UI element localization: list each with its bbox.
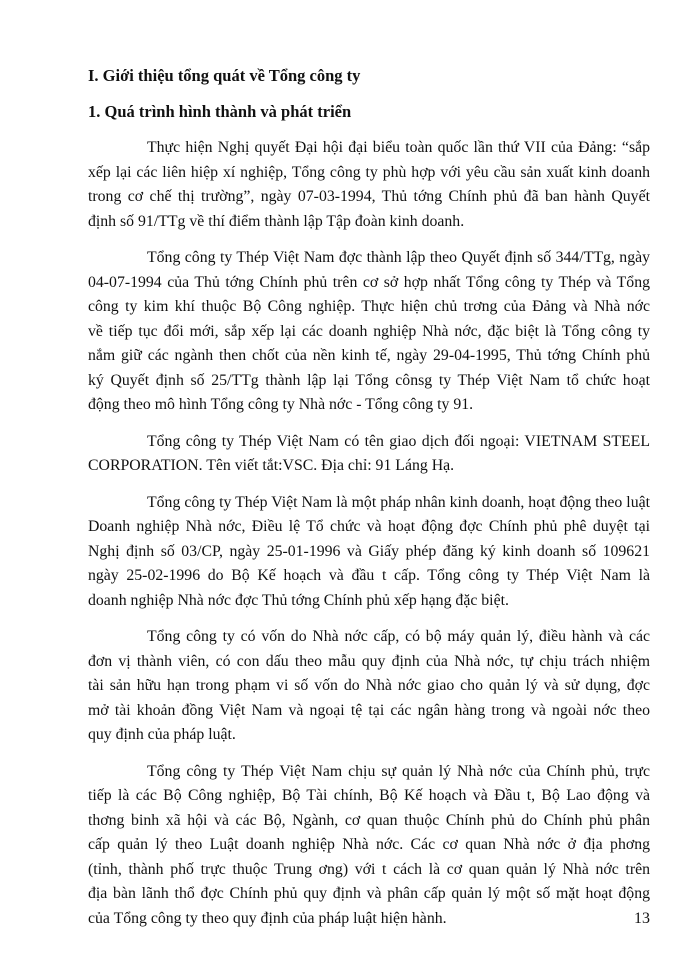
subsection-title: 1. Quá trình hình thành và phát triển [88,102,352,121]
paragraph-line: đơn vị thành viên, có con dấu theo mẫu quy định của Nhà nớc, tự chịu trách nhiệm [88,652,650,670]
page-number: 13 [634,910,650,927]
section-title: I. Giới thiệu tổng quát về Tổng công ty [88,66,361,85]
paragraph-line: Nghị định số 03/CP, ngày 25-01-1996 và Giấy phép đăng ký kinh doanh số 109621 [88,542,650,560]
paragraph-line: thơng binh xã hội và các Bộ, Ngành, cơ quan thuộc Chính phủ do Chính phủ phân [88,811,650,829]
body-paragraph [88,760,650,932]
paragraph-line: Tổng công ty Thép Việt Nam có tên giao dịch đối ngoại: VIETNAM STEEL [147,432,650,450]
body-paragraph [88,625,650,748]
paragraph-line: (tỉnh, thành phố trực thuộc Trung ơng) với t cách là cơ quan quản lý Nhà nớc trên [88,860,650,878]
paragraph-line: định số 91/TTg về thí điểm thành lập Tập đoàn kinh doanh. [88,212,465,230]
paragraph-line: quy định của pháp luật. [88,726,236,743]
paragraph-line: tiếp là các Bộ Công nghiệp, Bộ Tài chính, Bộ Kế hoạch và Đầu t, Bộ Lao động và [88,787,650,804]
paragraph-line: ký Quyết định số 25/TTg thành lập lại Tổng cônsg ty Thép Việt Nam tổ chức hoạt [88,371,650,389]
paragraph-line: doanh nghiệp Nhà nớc đợc Thủ tớng Chính phủ xếp hạng đặc biệt. [88,591,509,609]
paragraph-line: địa bàn lãnh thổ đợc Chính phủ quy định và phân cấp quản lý một số mặt hoạt động [88,885,650,902]
paragraph-line: cấp quản lý theo Luật doanh nghiệp Nhà nớc. Các cơ quan Nhà nớc ở địa phơng [88,836,650,853]
paragraph-line: mở tài khoản đồng Việt Nam và ngoại tệ tại các ngân hàng trong và ngoài nớc theo [88,701,650,719]
paragraph-line: 04-07-1994 của Thủ tớng Chính phủ trên cơ sở hợp nhất Tổng công ty Thép và Tổng [88,273,650,291]
paragraph-line: về tiếp tục đổi mới, sắp xếp lại các doanh nghiệp Nhà nớc, đặc biệt là Tổng công ty [88,322,650,340]
paragraph-line: CORPORATION. Tên viết tắt:VSC. Địa chỉ: 91 Láng Hạ. [88,457,455,474]
paragraph-line: Tổng công ty Thép Việt Nam chịu sự quản lý Nhà nớc của Chính phủ, trực [147,762,650,780]
paragraph-line: trong cơ chế thị trường”, ngày 07-03-1994, Thủ tớng Chính phủ đã ban hành Quyết [88,188,650,205]
document-body [88,136,650,943]
paragraph-line: nắm giữ các ngành then chốt của nền kinh tế, ngày 29-04-1995, Thủ tớng Chính phủ [88,347,650,364]
paragraph-line: Thực hiện Nghị quyết Đại hội đại biểu toàn quốc lần thứ VII của Đảng: “sắp [147,139,650,156]
body-paragraph [88,430,650,479]
paragraph-line: của Tổng công ty theo quy định của pháp luật hiện hành. [88,909,447,927]
paragraph-line: Doanh nghiệp Nhà nớc, Điều lệ Tổ chức và hoạt động đợc Chính phủ phê duyệt tại [88,518,650,535]
body-paragraph [88,246,650,418]
paragraph-line: Tổng công ty Thép Việt Nam đợc thành lập theo Quyết định số 344/TTg, ngày [147,249,650,266]
body-paragraph [88,491,650,614]
paragraph-line: xếp lại các liên hiệp xí nghiệp, Tổng công ty phù hợp với yêu cầu sản xuất kinh doanh [88,163,650,181]
paragraph-line: Tổng công ty có vốn do Nhà nớc cấp, có bộ máy quản lý, điều hành và các [147,628,650,645]
paragraph-line: tài sản hữu hạn trong phạm vi số vốn do Nhà nớc giao cho quản lý và sử dụng, đợc [88,677,650,694]
paragraph-line: Tổng công ty Thép Việt Nam là một pháp nhân kinh doanh, hoạt động theo luật [147,493,650,511]
paragraph-line: công ty kim khí thuộc Bộ Công nghiệp. Thực hiện chủ trơng của Đảng và Nhà nớc [88,298,650,315]
paragraph-line: ngày 25-02-1996 do Bộ Kế hoạch và đầu t cấp. Tổng công ty Thép Việt Nam là [88,567,650,584]
paragraph-line: động theo mô hình Tổng công ty Nhà nớc - Tổng công ty 91. [88,396,474,413]
body-paragraph [88,136,650,234]
